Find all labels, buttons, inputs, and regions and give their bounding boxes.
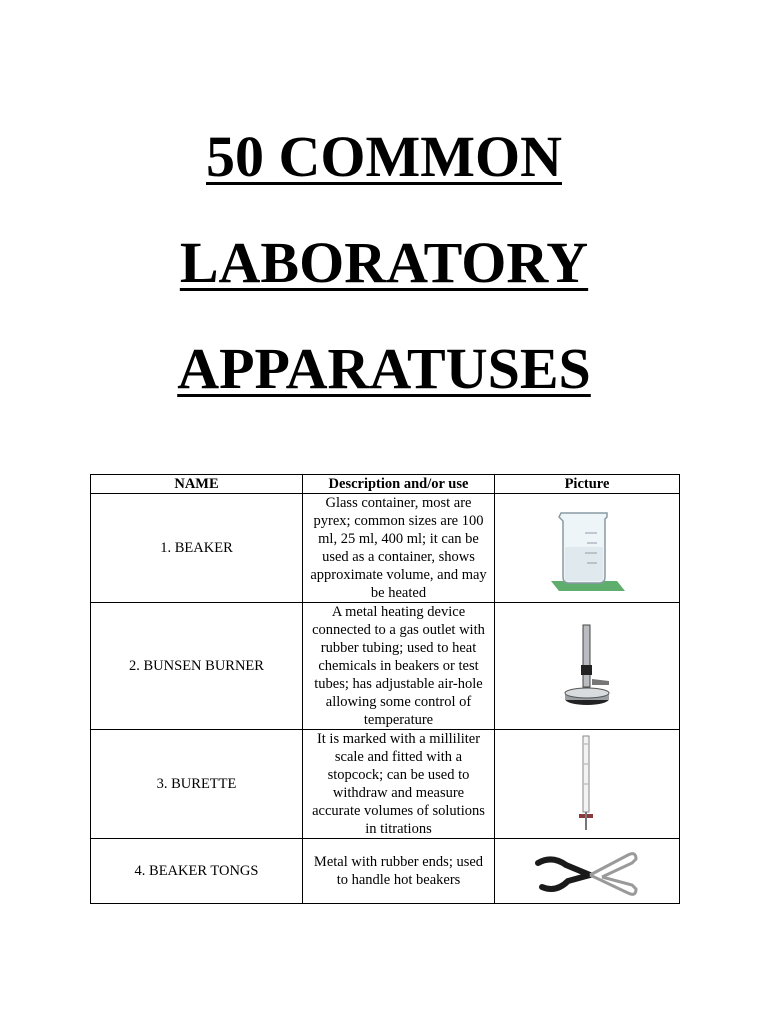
row-name: 3. BURETTE (91, 730, 303, 839)
row-picture (495, 494, 680, 603)
burette-icon (567, 734, 607, 834)
table-row (91, 730, 680, 839)
table-row (91, 603, 680, 730)
row-description: A metal heating device connected to a gas outlet with rubber tubing; used to heat chemicals in beakers or test tubes; has adjustable air-hole allowing some control of temperature (303, 603, 495, 730)
table-row (91, 494, 680, 603)
row-name: 1. BEAKER (91, 494, 303, 603)
title-line-3: APPARATUSES (177, 336, 591, 401)
table-header-row (91, 475, 680, 494)
row-name: 4. BEAKER TONGS (91, 839, 303, 904)
title-line-2: LABORATORY (179, 230, 589, 295)
beaker-tongs-icon (532, 841, 642, 901)
header-name: NAME (91, 475, 303, 494)
row-description: Glass container, most are pyrex; common sizes are 100 ml, 25 ml, 400 ml; it can be used as a container, shows approximate volume, and may be heated (303, 494, 495, 603)
beaker-icon (547, 503, 627, 593)
apparatus-table (90, 474, 680, 904)
row-picture (495, 839, 680, 904)
header-picture: Picture (495, 475, 680, 494)
row-description: Metal with rubber ends; used to handle hot beakers (303, 839, 495, 904)
row-picture (495, 730, 680, 839)
title-line-1: 50 COMMON (206, 124, 562, 189)
row-picture (495, 603, 680, 730)
row-description: It is marked with a milliliter scale and fitted with a stopcock; can be used to withdraw and measure accurate volumes of solutions in titrations (303, 730, 495, 839)
row-name: 2. BUNSEN BURNER (91, 603, 303, 730)
bunsen-burner-icon (557, 621, 617, 711)
table-row (91, 839, 680, 904)
header-description: Description and/or use (303, 475, 495, 494)
